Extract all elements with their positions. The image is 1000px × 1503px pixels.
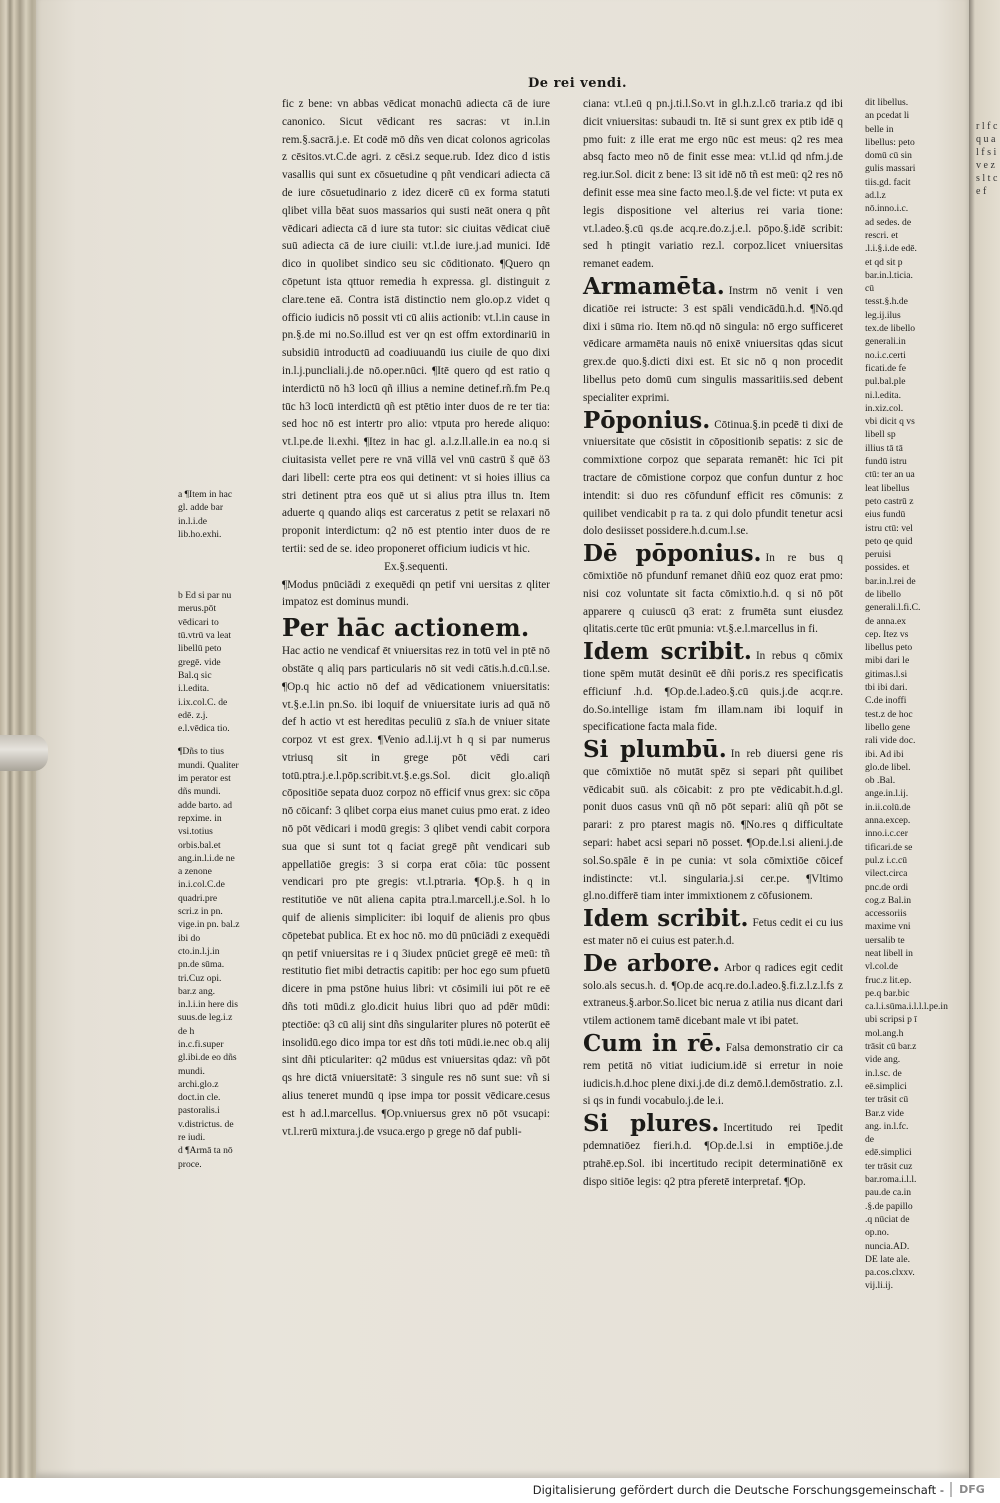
page-clip <box>0 735 48 771</box>
section-separator: Ex.§.sequenti. <box>384 560 448 573</box>
gloss-note-b: b Ed si par nu merus.pōt vēdicari to tū.vtrū va leat libellū peto gregē. vide Bal.q sic i.l.edita. i.ix.col.C. de edē. z.j. e.l.vēdica tio. <box>178 590 232 735</box>
footer-bar <box>0 1478 1000 1503</box>
column-b-de-pomponius: Dē pōponius. In re bus q cōmixtiōe nō pfundunf remanet dñiū eoz quoz erat pmo: nisi coz voluntate sit facta cōmixtio.h.d. q si nō pōt apparere q cuiuscū q3 erat: z frumēta sunt eiusdez qlitatis.certe tūc erūt pmunia: vt.§.e.l.marcellus in fi. <box>583 540 843 636</box>
main-column-left <box>282 96 550 1141</box>
column-b-paragraph-1: ciana: vt.l.eū q pn.j.ti.l.So.vt in gl.h.z.l.cō traria.z qd ibi dicit vniuersitas: subaudi tn. Itē si sunt grex ex ptib idē q pmo fuit: z ille erat me ergo nūc est meus: q2 res mea absq facto meo nō de finit esse mea: vt.l.id qd nfm.j.de reg.iur.Sol. dicit z bene: l3 sit idē nō tñ est meū: q2 res nō definit esse mea sine facto meo.l.§.de vel ficte: vt puta ex legis dispositione vel alterius rei varia tione: vt.l.adeo.§.cū qs.de acq.re.do.z.j.e.l. pōpo.§.idē scribit: sed h ptingit variatio rez.l. corpoz.licet vniuersitas remanet eadem. <box>583 98 843 271</box>
column-a-paragraph-3: Hac actio ne vendicaf ēt vniuersitas rez in totū vel in ptē nō obstāte q aliq pars particularis nō sit vedi cātis.h.d.cū.l.se. ¶Op.q hic actio nō def ad vēdicationem vniuersitatis: vt.§.e.l.in pn.So. ibi loquif de vniuersitate iuris ad quā nō def h actio vt est hereditas peculiū z sīa.h de vniuer sitate corpoz vt est grex. ¶Venio ad.l.ij.vt h q si par numerus vtriusq sit in grege pōt vēdi cari totū.ptra.j.e.l.pōp.scribit.vt.§.e.gs.Sol. dicit glo.aliqñ cōpositiōe sepata duoz corpoz nō efficif vnus grex: sic cōpa nō cōicanf: 3 qlibet corpa eius manet cuius pmo erat. z ideo nō pōt vēdicari i modū gregis: 3 qlibet vendi cabit corpora sua que si sunt tot q faciat gregē pñt vendicari sub appellatiōe gregis: 3 si corpa erat cōia: tūc possent vendicari pro pte gregis: vt.l.ptraria. ¶Op.§. h q in restitutiōe ve nūt aliena capita ptra.l.marcell.j.e.Sol. h lo quif de alienis simpliciter: ibi loquif de alienis pro qbus cōpetebat publica. Et ex hoc nō. mo dū pnūciādi z exequēdi qn petif vniuersitas re i q 3iudex pnūciet gregē eē meū: tñ restitutio fiet mibi detractis capitib: per hoc ego sum pfuetū dicere in pma pstōne huius libri: vt cōsimili iui pōt re eē dñs toti mūdi.z glo.dicit huius libri quo ad pdēr mūdi: ptectiōe: q3 cū alij sint dñs singulariter plures nō poterūt eē insolidū.ego dico impa tor est dñs toti mūdi.ie.nec ob.q alij sint dñi pticulariter: q2 mūdus est vniuersitas qdaz: vñ pōt qs hre dictā vniuersitatē: 3 singule res nō sunt sue: vñ si alius teneret mundū q ipse impa tor possit vēdicare.cesus est h ad.l.marcellus. ¶Op.vniuersus grex nō pōt vsucapi: vt.l.rerū mixtura.j.de vsuca.ergo p grege nō daf publi- <box>282 645 550 1138</box>
rubric-de-arbore: De arbore. <box>583 949 721 977</box>
column-b-si-plures: Si plures. Incertitudo rei īpedit pdemnatiōez fieri.h.d. ¶Op.de.l.si in emptiōe.j.de ptrahē.ep.Sol. ibi incertitudo recipit determinatiōnē ex dispo sitiōe legis: q2 ptra pferetē interpretaf. ¶Op. <box>583 1110 843 1188</box>
rubric-cum-in-rem: Cum in rē. <box>583 1030 722 1058</box>
rubric-armamenta: Armamēta. <box>583 272 725 300</box>
funding-note: Digitalisierung gefördert durch die Deutsche Forschungsgemeinschaft - <box>532 1483 944 1497</box>
column-b-cum-in-rem: Cum in rē. Falsa demonstratio cir ca rem petitā nō vitiat iudicium.idē si erretur in noie iudicis.h.d.hoc plene dixi.j.de di.z demō.l.demōstratio. z.l. si qs in fundi vocabulo.j.de le.i. <box>583 1030 843 1108</box>
column-b-pomponius: Pōponius. Cōtinua.§.in pcedē ti dixi de vniuersitate que cōsistit in cōpositionib sepatis: z sic de commixtione corpoz que separata remanēt: hic īci pit tractare de cōmistione corpoz que confun duntur z hoc intendit: si duo res cōfundunf efficit res cōmunis: z quilibet vendicabit p ra ta. z qui dolo pfundit tenetur acsi dolo desiisset possidere.h.d.cum.l.se. <box>583 406 843 538</box>
facing-page-edge <box>969 0 1000 1478</box>
column-b-si-plumbum: Si plumbū. In reb diuersi gene ris que cōmixtiōe nō mutāt spēz si separi pñt quilibet vēdicabit suū. als cōicabit: z pro pte vēdicabit.h.d.gl. ponit duos casus vnū qñ nō pōt separi: aliū qñ pōt se parari: z pro ptarest magis nō. ¶No.res q difficultate separi: habet acsi separi nō posset. ¶Op.de.l.si alieni.j.de sol.So.spāle ē in pe cunia: vt sola cōmixtiōe cōicef indistincte: vt.l. singularia.j.si cer.pe. ¶Vltimo gl.no.differē tiam inter immixtionem z cōfusionem. <box>583 736 844 903</box>
rubric-si-plumbum: Si plumbū. <box>583 736 727 764</box>
rubric-idem-scribit: Idem scribit. <box>583 638 752 666</box>
rubric-idem-scribit-2: Idem scribit. <box>583 905 749 933</box>
column-b-armamenta: Armamēta. Instrm nō venit i ven dicatiōe rei istructe: 3 est spāli vendicādū.h.d. ¶Nō.qd dixi i sūma rio. Item nō.qd nō singula: nō ergo sufficeret vēdicare armamēta nauis nō enixē vniuersitas qdas sicut grex.de quo.§.dicti dixi est. Et sic nō q non procedit libellus peto domū cum singulis massaritiis.sed debent specialiter exprimi. <box>583 272 843 404</box>
gloss-note-c: ¶Dñs to tius mundi. Qualiter im perator est dñs mundi. adde barto. ad repxime. in vsi.totius orbis.bal.et ang.in.l.i.de ne a zenone in.i.col.C.de quadri.pre scri.z in pn. vige.in pn. bal.z ibi do cto.in.l.j.in pn.de sūma. tri.Cuz opi. bar.z ang. in.l.i.in here dis suus.de leg.i.z de h in.c.fi.super gl.ibi.de eo dñs mundi. archi.glo.z doct.in cle. pastoralis.i v.districtus. de re iudi. <box>178 746 240 1144</box>
rubric-per-hac-actionem: Per hāc actionem. <box>282 613 530 643</box>
gloss-note-a: a ¶Item in hac gl. adde bar in.l.i.de lib.ho.exhi. <box>178 489 233 540</box>
facing-page-fragment: r l f c q u a l f s i v e z s l t c e f <box>976 121 998 197</box>
column-a-paragraph-2: ¶Modus pnūciādi z exequēdi qn petif vni uersitas z qliter impatoz est dominus mundi. <box>282 578 550 609</box>
main-column-right <box>583 96 843 1191</box>
left-margin-gloss <box>178 488 240 1171</box>
rubric-de-pomponius: Dē pōponius. <box>583 540 762 568</box>
column-a-paragraph-1: fic z bene: vn abbas vēdicat monachū adiecta cā de iure canonico. Sicut vēdicant res sacras: vt in.l.in rem.§.sacrā.j.e. Et codē mō dñs ven dicat colonos agricolas z cēsitos.vt.C.de agri. z cēsi.z seque.rub. Idez dico d istis vasallis qui sunt ex cōsuetudine q pñt vendicari adiecta cā de iure cōsuetudinario z idez dicerē cū ex forma statuti qlibet villa bēat suos massarios qui susti neāt onera q pñt vēdicari adiecta cā d iure sta tutor: sic ciuitas vēdicat ciuē suū adiecta cā de iure ciuili: vt.l.de iure.j.ad munici. Idē dico in quolibet sindico seu sic cōditionato. ¶Quero qn cōpetunt ista qttuor remedia h expressa. gl. distinguit z clare.tene eā. Contra istā distinctio nem glo.op.z videt q officio iudicis nō possit vti cū aliis actionib: vt.l.in cause in pn.§.de mi no.So.illud est ver qn est offm extordinariū in subsidiū introductū ad coadiuuandū ius ciuile de quo dixi in.l.j.puncliali.j.de nō.oper.nūci. ¶Itē quero qd est ratio q interdictū nō h3 locū qñ illius a nemine detinef.rñ.fm Pe.q tūc h3 locū interdictū qñ est ptētio inter duos de re ter tia: sed hoc nō est intertr pro alio: vtputa pro herede aliquo: vt.l.pe.de li.exhi. ¶Itez in hac gl. a.l.z.ll.alle.in ea no.q si ciuitasista vellet pere re vnā villā vel vnū castrū š quē ö3 dari libell: certe ptra eos qui detinent: vt si hoies illius ca stri detinent ptra eos quē ut si alius ptra illus tn. Item aduerte q quando aliqs est carceratus z petit se relaxari nō proponit interdictum: q2 nō est ptentio inter duos de re tertii: sed de se. ideo proponeret officium iudicis vt hic. <box>282 98 550 555</box>
rubric-si-plures: Si plures. <box>583 1110 720 1138</box>
gloss-note-d: d ¶Armā ta nō proce. <box>178 1145 233 1170</box>
column-b-de-arbore: De arbore. Arbor q radices egit cedit solo.als secus.h. d. ¶Op.de acq.re.do.l.adeo.§.fi.z.l.z.l.fs z extraneus.§.arbor.So.licet bic nerua z atilia nus dicant dari vtilem actionem tamē dicebant male vt ibi patet. <box>583 949 843 1028</box>
right-margin-gloss: dit libellus. an pcedat li belle in libellus: peto domū cū sin gulis massari tiis.gd. facit ad.l.z nō.inno.i.c. ad sedes. de rescri. et .l.i.§.i.de edē. et qd sit p bar.in.l.ticia. cū tesst.§.h.de leg.ij.ilus tex.de libello generali.in no.i.c.certi ficati.de fe pul.bal.ple ni.l.edita. in.xiz.col. vbi dicit q vs libell sp illius tā tā fundū istru ctū: ter an ua leat libellus peto castrū z eius fundū istru ctū: vel peto qe quid peruisi possides. et bar.in.l.rei de de libello generali.l.fi.C. de anna.ex cep. Itez vs libellus peto mibi dari le gitimas.l.si tbi ibi dari. C.de inoffi test.z de hoc libello gene rali vide doc. ibi. Ad ibi glo.de libel. ob .Bal. ange.in.l.ij. in.ii.colū.de anna.excep. inno.i.c.cer tificari.de se pul.z i.c.cū vilect.circa pnc.de ordi cog.z Bal.in accessoriis maxime vni uersalib te neat libell in vl.col.de fruc.z lit.ep. pe.q bar.bic ca.l.i.sūma.i.l.l.l.pe.in ubi scripsi p ī mol.ang.h trāsit cū bar.z vide ang. in.l.sc. de eē.simplici ter trāsit cū Bar.z vide ang. in.l.fc. de edē.simplici ter trāsit cuz bar.roma.i.l.l. pau.de ca.in .§.de papillo .q nūciat de op.no. nuncia.AD. DE late ale. pa.cos.clxxv. vij.li.ij. <box>865 97 948 1292</box>
rubric-pomponius: Pōponius. <box>583 406 711 434</box>
column-b-idem-scribit-1: Idem scribit. In rebus q cōmix tione spēm mutāt desinūt eē dñi poris.z res specificatis efficiunf .h.d. ¶Op.de.l.adeo.§.cū quis.j.de acqr.re. do.So.intellige istam fm illam.nam ibi loquif in specificatione facta mala fide. <box>583 638 844 734</box>
running-title: De rei vendi. <box>528 76 627 91</box>
dfg-logo: DFG <box>950 1482 992 1497</box>
column-b-idem-scribit-2: Idem scribit. Fetus cedit ei cu ius est mater nō ei cuius est pater.h.d. <box>583 905 843 948</box>
